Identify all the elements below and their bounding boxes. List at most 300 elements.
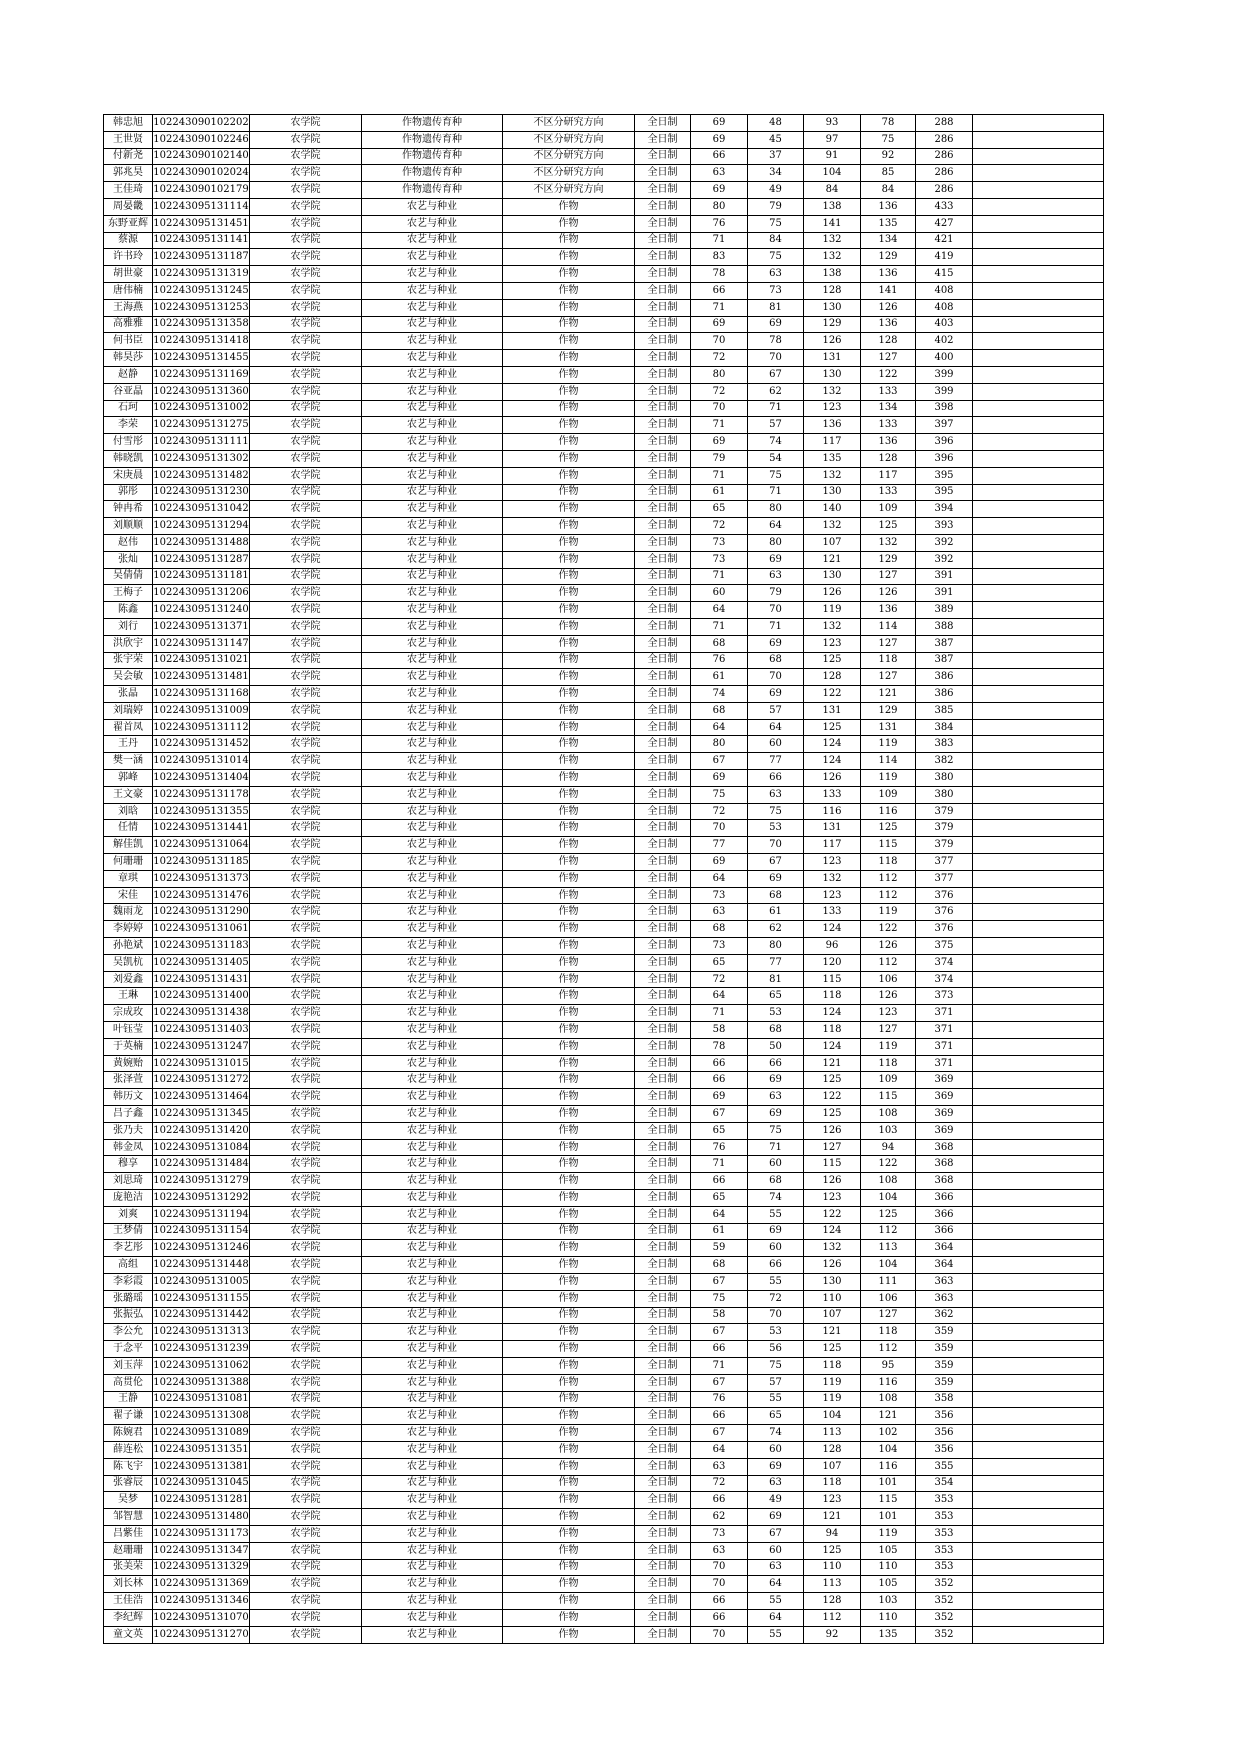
- table-row: [104, 669, 1104, 686]
- study-mode-cell: 全日制: [635, 770, 691, 787]
- major-cell: 农艺与种业: [362, 837, 503, 854]
- study-mode-cell: 全日制: [635, 1391, 691, 1408]
- research-direction-cell: 作物: [503, 921, 635, 938]
- foreign-language-score-cell: 80: [748, 534, 804, 551]
- politics-score-cell: 73: [691, 938, 748, 955]
- politics-score-cell: 66: [691, 148, 748, 165]
- politics-score-cell: 76: [691, 1391, 748, 1408]
- total-score-cell: 352: [916, 1609, 973, 1626]
- research-direction-cell: 作物: [503, 1525, 635, 1542]
- college-cell: 农学院: [250, 1559, 362, 1576]
- foreign-language-score-cell: 75: [748, 1122, 804, 1139]
- table-row: [104, 1391, 1104, 1408]
- study-mode-cell: 全日制: [635, 1257, 691, 1274]
- remark-cell: [973, 904, 1104, 921]
- study-mode-cell: 全日制: [635, 786, 691, 803]
- total-score-cell: 399: [916, 383, 973, 400]
- total-score-cell: 379: [916, 803, 973, 820]
- politics-score-cell: 68: [691, 635, 748, 652]
- politics-score-cell: 70: [691, 1559, 748, 1576]
- subject-one-score-cell: 131: [804, 820, 861, 837]
- subject-two-score-cell: 103: [861, 1122, 916, 1139]
- subject-one-score-cell: 128: [804, 282, 861, 299]
- study-mode-cell: 全日制: [635, 1072, 691, 1089]
- subject-two-score-cell: 116: [861, 1374, 916, 1391]
- subject-two-score-cell: 92: [861, 148, 916, 165]
- table-row: [104, 1072, 1104, 1089]
- college-cell: 农学院: [250, 921, 362, 938]
- total-score-cell: 385: [916, 702, 973, 719]
- total-score-cell: 366: [916, 1223, 973, 1240]
- subject-one-score-cell: 126: [804, 1257, 861, 1274]
- study-mode-cell: 全日制: [635, 148, 691, 165]
- major-cell: 农艺与种业: [362, 1492, 503, 1509]
- foreign-language-score-cell: 69: [748, 1458, 804, 1475]
- college-cell: 农学院: [250, 1173, 362, 1190]
- college-cell: 农学院: [250, 1005, 362, 1022]
- foreign-language-score-cell: 63: [748, 568, 804, 585]
- subject-two-score-cell: 112: [861, 1223, 916, 1240]
- major-cell: 农艺与种业: [362, 1458, 503, 1475]
- college-cell: 农学院: [250, 1475, 362, 1492]
- name-cell: 陈鑫: [104, 602, 153, 619]
- subject-two-score-cell: 102: [861, 1425, 916, 1442]
- name-cell: 刘长林: [104, 1576, 153, 1593]
- foreign-language-score-cell: 34: [748, 165, 804, 182]
- exam-number-cell: 102243095131403: [153, 1022, 250, 1039]
- subject-two-score-cell: 109: [861, 786, 916, 803]
- table-row: [104, 1055, 1104, 1072]
- table-row: [104, 266, 1104, 283]
- study-mode-cell: 全日制: [635, 131, 691, 148]
- name-cell: 韩晓凯: [104, 450, 153, 467]
- remark-cell: [973, 467, 1104, 484]
- foreign-language-score-cell: 75: [748, 249, 804, 266]
- exam-number-cell: 102243095131476: [153, 887, 250, 904]
- table-row: [104, 803, 1104, 820]
- table-row: [104, 1106, 1104, 1123]
- remark-cell: [973, 1273, 1104, 1290]
- exam-number-cell: 102243090102202: [153, 115, 250, 132]
- subject-two-score-cell: 128: [861, 333, 916, 350]
- foreign-language-score-cell: 74: [748, 1190, 804, 1207]
- study-mode-cell: 全日制: [635, 400, 691, 417]
- study-mode-cell: 全日制: [635, 1273, 691, 1290]
- name-cell: 王海燕: [104, 299, 153, 316]
- exam-number-cell: 102243095131371: [153, 618, 250, 635]
- remark-cell: [973, 316, 1104, 333]
- name-cell: 宗成玫: [104, 1005, 153, 1022]
- remark-cell: [973, 870, 1104, 887]
- total-score-cell: 359: [916, 1324, 973, 1341]
- subject-one-score-cell: 130: [804, 299, 861, 316]
- exam-number-cell: 102243095131230: [153, 484, 250, 501]
- research-direction-cell: 作物: [503, 753, 635, 770]
- table-row: [104, 148, 1104, 165]
- politics-score-cell: 66: [691, 1055, 748, 1072]
- politics-score-cell: 59: [691, 1240, 748, 1257]
- remark-cell: [973, 1391, 1104, 1408]
- foreign-language-score-cell: 80: [748, 938, 804, 955]
- total-score-cell: 383: [916, 736, 973, 753]
- table-row: [104, 282, 1104, 299]
- research-direction-cell: 作物: [503, 249, 635, 266]
- name-cell: 张振弘: [104, 1307, 153, 1324]
- table-row: [104, 467, 1104, 484]
- exam-number-cell: 102243095131480: [153, 1509, 250, 1526]
- study-mode-cell: 全日制: [635, 450, 691, 467]
- exam-number-cell: 102243095131042: [153, 501, 250, 518]
- major-cell: 农艺与种业: [362, 1089, 503, 1106]
- exam-number-cell: 102243095131246: [153, 1240, 250, 1257]
- name-cell: 韩昊莎: [104, 350, 153, 367]
- study-mode-cell: 全日制: [635, 1190, 691, 1207]
- college-cell: 农学院: [250, 1022, 362, 1039]
- politics-score-cell: 72: [691, 350, 748, 367]
- major-cell: 农艺与种业: [362, 1626, 503, 1643]
- study-mode-cell: 全日制: [635, 1593, 691, 1610]
- major-cell: 农艺与种业: [362, 1005, 503, 1022]
- study-mode-cell: 全日制: [635, 669, 691, 686]
- subject-two-score-cell: 111: [861, 1273, 916, 1290]
- study-mode-cell: 全日制: [635, 1525, 691, 1542]
- remark-cell: [973, 299, 1104, 316]
- subject-two-score-cell: 108: [861, 1391, 916, 1408]
- college-cell: 农学院: [250, 786, 362, 803]
- foreign-language-score-cell: 63: [748, 786, 804, 803]
- foreign-language-score-cell: 49: [748, 182, 804, 199]
- college-cell: 农学院: [250, 1441, 362, 1458]
- subject-two-score-cell: 132: [861, 534, 916, 551]
- total-score-cell: 288: [916, 115, 973, 132]
- exam-number-cell: 102243095131381: [153, 1458, 250, 1475]
- major-cell: 农艺与种业: [362, 1206, 503, 1223]
- remark-cell: [973, 921, 1104, 938]
- subject-two-score-cell: 114: [861, 618, 916, 635]
- table-row: [104, 971, 1104, 988]
- table-row: [104, 1122, 1104, 1139]
- study-mode-cell: 全日制: [635, 1324, 691, 1341]
- name-cell: 高组: [104, 1257, 153, 1274]
- foreign-language-score-cell: 60: [748, 736, 804, 753]
- remark-cell: [973, 854, 1104, 871]
- research-direction-cell: 作物: [503, 1357, 635, 1374]
- table-row: [104, 1576, 1104, 1593]
- research-direction-cell: 作物: [503, 1022, 635, 1039]
- research-direction-cell: 作物: [503, 1257, 635, 1274]
- research-direction-cell: 作物: [503, 669, 635, 686]
- name-cell: 吴倩倩: [104, 568, 153, 585]
- college-cell: 农学院: [250, 1357, 362, 1374]
- table-row: [104, 1593, 1104, 1610]
- subject-two-score-cell: 136: [861, 266, 916, 283]
- foreign-language-score-cell: 64: [748, 518, 804, 535]
- subject-two-score-cell: 136: [861, 316, 916, 333]
- research-direction-cell: 不区分研究方向: [503, 131, 635, 148]
- study-mode-cell: 全日制: [635, 434, 691, 451]
- subject-two-score-cell: 131: [861, 719, 916, 736]
- politics-score-cell: 63: [691, 1542, 748, 1559]
- exam-number-cell: 102243095131345: [153, 1106, 250, 1123]
- college-cell: 农学院: [250, 1307, 362, 1324]
- politics-score-cell: 66: [691, 1072, 748, 1089]
- study-mode-cell: 全日制: [635, 1626, 691, 1643]
- exam-number-cell: 102243095131279: [153, 1173, 250, 1190]
- politics-score-cell: 67: [691, 1106, 748, 1123]
- remark-cell: [973, 1139, 1104, 1156]
- table-row: [104, 837, 1104, 854]
- politics-score-cell: 80: [691, 198, 748, 215]
- study-mode-cell: 全日制: [635, 282, 691, 299]
- subject-two-score-cell: 125: [861, 820, 916, 837]
- subject-one-score-cell: 122: [804, 686, 861, 703]
- table-row: [104, 938, 1104, 955]
- college-cell: 农学院: [250, 1273, 362, 1290]
- foreign-language-score-cell: 71: [748, 1139, 804, 1156]
- politics-score-cell: 69: [691, 131, 748, 148]
- research-direction-cell: 作物: [503, 820, 635, 837]
- total-score-cell: 363: [916, 1290, 973, 1307]
- total-score-cell: 352: [916, 1593, 973, 1610]
- politics-score-cell: 63: [691, 904, 748, 921]
- remark-cell: [973, 148, 1104, 165]
- research-direction-cell: 作物: [503, 1626, 635, 1643]
- foreign-language-score-cell: 71: [748, 400, 804, 417]
- study-mode-cell: 全日制: [635, 702, 691, 719]
- subject-one-score-cell: 133: [804, 904, 861, 921]
- research-direction-cell: 作物: [503, 1391, 635, 1408]
- remark-cell: [973, 1492, 1104, 1509]
- college-cell: 农学院: [250, 736, 362, 753]
- research-direction-cell: 作物: [503, 1576, 635, 1593]
- remark-cell: [973, 669, 1104, 686]
- table-row: [104, 786, 1104, 803]
- total-score-cell: 368: [916, 1139, 973, 1156]
- foreign-language-score-cell: 56: [748, 1341, 804, 1358]
- remark-cell: [973, 1576, 1104, 1593]
- name-cell: 任情: [104, 820, 153, 837]
- remark-cell: [973, 434, 1104, 451]
- table-row: [104, 1038, 1104, 1055]
- college-cell: 农学院: [250, 350, 362, 367]
- study-mode-cell: 全日制: [635, 938, 691, 955]
- remark-cell: [973, 1106, 1104, 1123]
- subject-two-score-cell: 103: [861, 1593, 916, 1610]
- subject-one-score-cell: 115: [804, 971, 861, 988]
- major-cell: 农艺与种业: [362, 1139, 503, 1156]
- subject-two-score-cell: 118: [861, 1324, 916, 1341]
- total-score-cell: 399: [916, 366, 973, 383]
- subject-one-score-cell: 121: [804, 551, 861, 568]
- name-cell: 陈婉君: [104, 1425, 153, 1442]
- foreign-language-score-cell: 64: [748, 1609, 804, 1626]
- major-cell: 农艺与种业: [362, 1038, 503, 1055]
- exam-number-cell: 102243095131185: [153, 854, 250, 871]
- exam-number-cell: 102243095131270: [153, 1626, 250, 1643]
- table-row: [104, 1509, 1104, 1526]
- major-cell: 农艺与种业: [362, 1324, 503, 1341]
- subject-two-score-cell: 126: [861, 988, 916, 1005]
- subject-two-score-cell: 118: [861, 652, 916, 669]
- politics-score-cell: 69: [691, 434, 748, 451]
- table-row: [104, 1206, 1104, 1223]
- remark-cell: [973, 585, 1104, 602]
- total-score-cell: 366: [916, 1190, 973, 1207]
- subject-one-score-cell: 122: [804, 1089, 861, 1106]
- major-cell: 农艺与种业: [362, 1374, 503, 1391]
- exam-number-cell: 102243095131369: [153, 1576, 250, 1593]
- name-cell: 周晏畿: [104, 198, 153, 215]
- subject-one-score-cell: 130: [804, 1273, 861, 1290]
- college-cell: 农学院: [250, 719, 362, 736]
- politics-score-cell: 67: [691, 1425, 748, 1442]
- study-mode-cell: 全日制: [635, 1425, 691, 1442]
- remark-cell: [973, 215, 1104, 232]
- exam-number-cell: 102243095131062: [153, 1357, 250, 1374]
- major-cell: 农艺与种业: [362, 333, 503, 350]
- research-direction-cell: 作物: [503, 1173, 635, 1190]
- table-row: [104, 635, 1104, 652]
- total-score-cell: 402: [916, 333, 973, 350]
- table-row: [104, 249, 1104, 266]
- name-cell: 郭峰: [104, 770, 153, 787]
- college-cell: 农学院: [250, 534, 362, 551]
- total-score-cell: 375: [916, 938, 973, 955]
- total-score-cell: 356: [916, 1408, 973, 1425]
- exam-number-cell: 102243095131281: [153, 1492, 250, 1509]
- subject-two-score-cell: 133: [861, 417, 916, 434]
- college-cell: 农学院: [250, 383, 362, 400]
- subject-two-score-cell: 129: [861, 551, 916, 568]
- major-cell: 农艺与种业: [362, 736, 503, 753]
- study-mode-cell: 全日制: [635, 904, 691, 921]
- remark-cell: [973, 450, 1104, 467]
- major-cell: 农艺与种业: [362, 383, 503, 400]
- research-direction-cell: 作物: [503, 1106, 635, 1123]
- total-score-cell: 362: [916, 1307, 973, 1324]
- foreign-language-score-cell: 50: [748, 1038, 804, 1055]
- exam-number-cell: 102243095131329: [153, 1559, 250, 1576]
- table-row: [104, 434, 1104, 451]
- subject-two-score-cell: 133: [861, 383, 916, 400]
- name-cell: 刘爱鑫: [104, 971, 153, 988]
- major-cell: 农艺与种业: [362, 1341, 503, 1358]
- major-cell: 农艺与种业: [362, 1072, 503, 1089]
- remark-cell: [973, 652, 1104, 669]
- politics-score-cell: 70: [691, 1576, 748, 1593]
- name-cell: 韩金凤: [104, 1139, 153, 1156]
- total-score-cell: 394: [916, 501, 973, 518]
- subject-one-score-cell: 118: [804, 1357, 861, 1374]
- subject-one-score-cell: 123: [804, 854, 861, 871]
- foreign-language-score-cell: 70: [748, 1307, 804, 1324]
- foreign-language-score-cell: 73: [748, 282, 804, 299]
- name-cell: 郭兆昊: [104, 165, 153, 182]
- table-row: [104, 1559, 1104, 1576]
- politics-score-cell: 76: [691, 1139, 748, 1156]
- research-direction-cell: 作物: [503, 568, 635, 585]
- remark-cell: [973, 131, 1104, 148]
- foreign-language-score-cell: 63: [748, 1089, 804, 1106]
- foreign-language-score-cell: 60: [748, 1156, 804, 1173]
- subject-two-score-cell: 127: [861, 568, 916, 585]
- study-mode-cell: 全日制: [635, 182, 691, 199]
- politics-score-cell: 64: [691, 602, 748, 619]
- remark-cell: [973, 1475, 1104, 1492]
- major-cell: 农艺与种业: [362, 1273, 503, 1290]
- politics-score-cell: 61: [691, 669, 748, 686]
- research-direction-cell: 作物: [503, 1492, 635, 1509]
- exam-number-cell: 102243095131358: [153, 316, 250, 333]
- major-cell: 农艺与种业: [362, 1156, 503, 1173]
- total-score-cell: 419: [916, 249, 973, 266]
- study-mode-cell: 全日制: [635, 1089, 691, 1106]
- remark-cell: [973, 602, 1104, 619]
- major-cell: 农艺与种业: [362, 1525, 503, 1542]
- exam-number-cell: 102243095131114: [153, 198, 250, 215]
- subject-two-score-cell: 118: [861, 854, 916, 871]
- exam-number-cell: 102243095131290: [153, 904, 250, 921]
- college-cell: 农学院: [250, 954, 362, 971]
- college-cell: 农学院: [250, 1223, 362, 1240]
- subject-two-score-cell: 141: [861, 282, 916, 299]
- subject-two-score-cell: 78: [861, 115, 916, 132]
- subject-one-score-cell: 125: [804, 652, 861, 669]
- study-mode-cell: 全日制: [635, 1559, 691, 1576]
- exam-number-cell: 102243090102246: [153, 131, 250, 148]
- total-score-cell: 363: [916, 1273, 973, 1290]
- college-cell: 农学院: [250, 266, 362, 283]
- total-score-cell: 355: [916, 1458, 973, 1475]
- subject-one-score-cell: 104: [804, 1408, 861, 1425]
- study-mode-cell: 全日制: [635, 232, 691, 249]
- remark-cell: [973, 887, 1104, 904]
- study-mode-cell: 全日制: [635, 568, 691, 585]
- research-direction-cell: 作物: [503, 551, 635, 568]
- research-direction-cell: 作物: [503, 1593, 635, 1610]
- research-direction-cell: 作物: [503, 1139, 635, 1156]
- college-cell: 农学院: [250, 1240, 362, 1257]
- remark-cell: [973, 1257, 1104, 1274]
- remark-cell: [973, 686, 1104, 703]
- remark-cell: [973, 1609, 1104, 1626]
- name-cell: 李荣: [104, 417, 153, 434]
- foreign-language-score-cell: 77: [748, 753, 804, 770]
- politics-score-cell: 69: [691, 1089, 748, 1106]
- foreign-language-score-cell: 81: [748, 971, 804, 988]
- research-direction-cell: 作物: [503, 383, 635, 400]
- college-cell: 农学院: [250, 467, 362, 484]
- major-cell: 农艺与种业: [362, 904, 503, 921]
- exam-number-cell: 102243095131154: [153, 1223, 250, 1240]
- table-row: [104, 1408, 1104, 1425]
- subject-one-score-cell: 132: [804, 1240, 861, 1257]
- subject-one-score-cell: 107: [804, 1458, 861, 1475]
- table-row: [104, 736, 1104, 753]
- remark-cell: [973, 719, 1104, 736]
- total-score-cell: 396: [916, 450, 973, 467]
- exam-number-cell: 102243095131169: [153, 366, 250, 383]
- study-mode-cell: 全日制: [635, 719, 691, 736]
- major-cell: 农艺与种业: [362, 719, 503, 736]
- study-mode-cell: 全日制: [635, 1408, 691, 1425]
- table-row: [104, 551, 1104, 568]
- major-cell: 农艺与种业: [362, 350, 503, 367]
- study-mode-cell: 全日制: [635, 803, 691, 820]
- study-mode-cell: 全日制: [635, 1022, 691, 1039]
- subject-two-score-cell: 104: [861, 1190, 916, 1207]
- college-cell: 农学院: [250, 1290, 362, 1307]
